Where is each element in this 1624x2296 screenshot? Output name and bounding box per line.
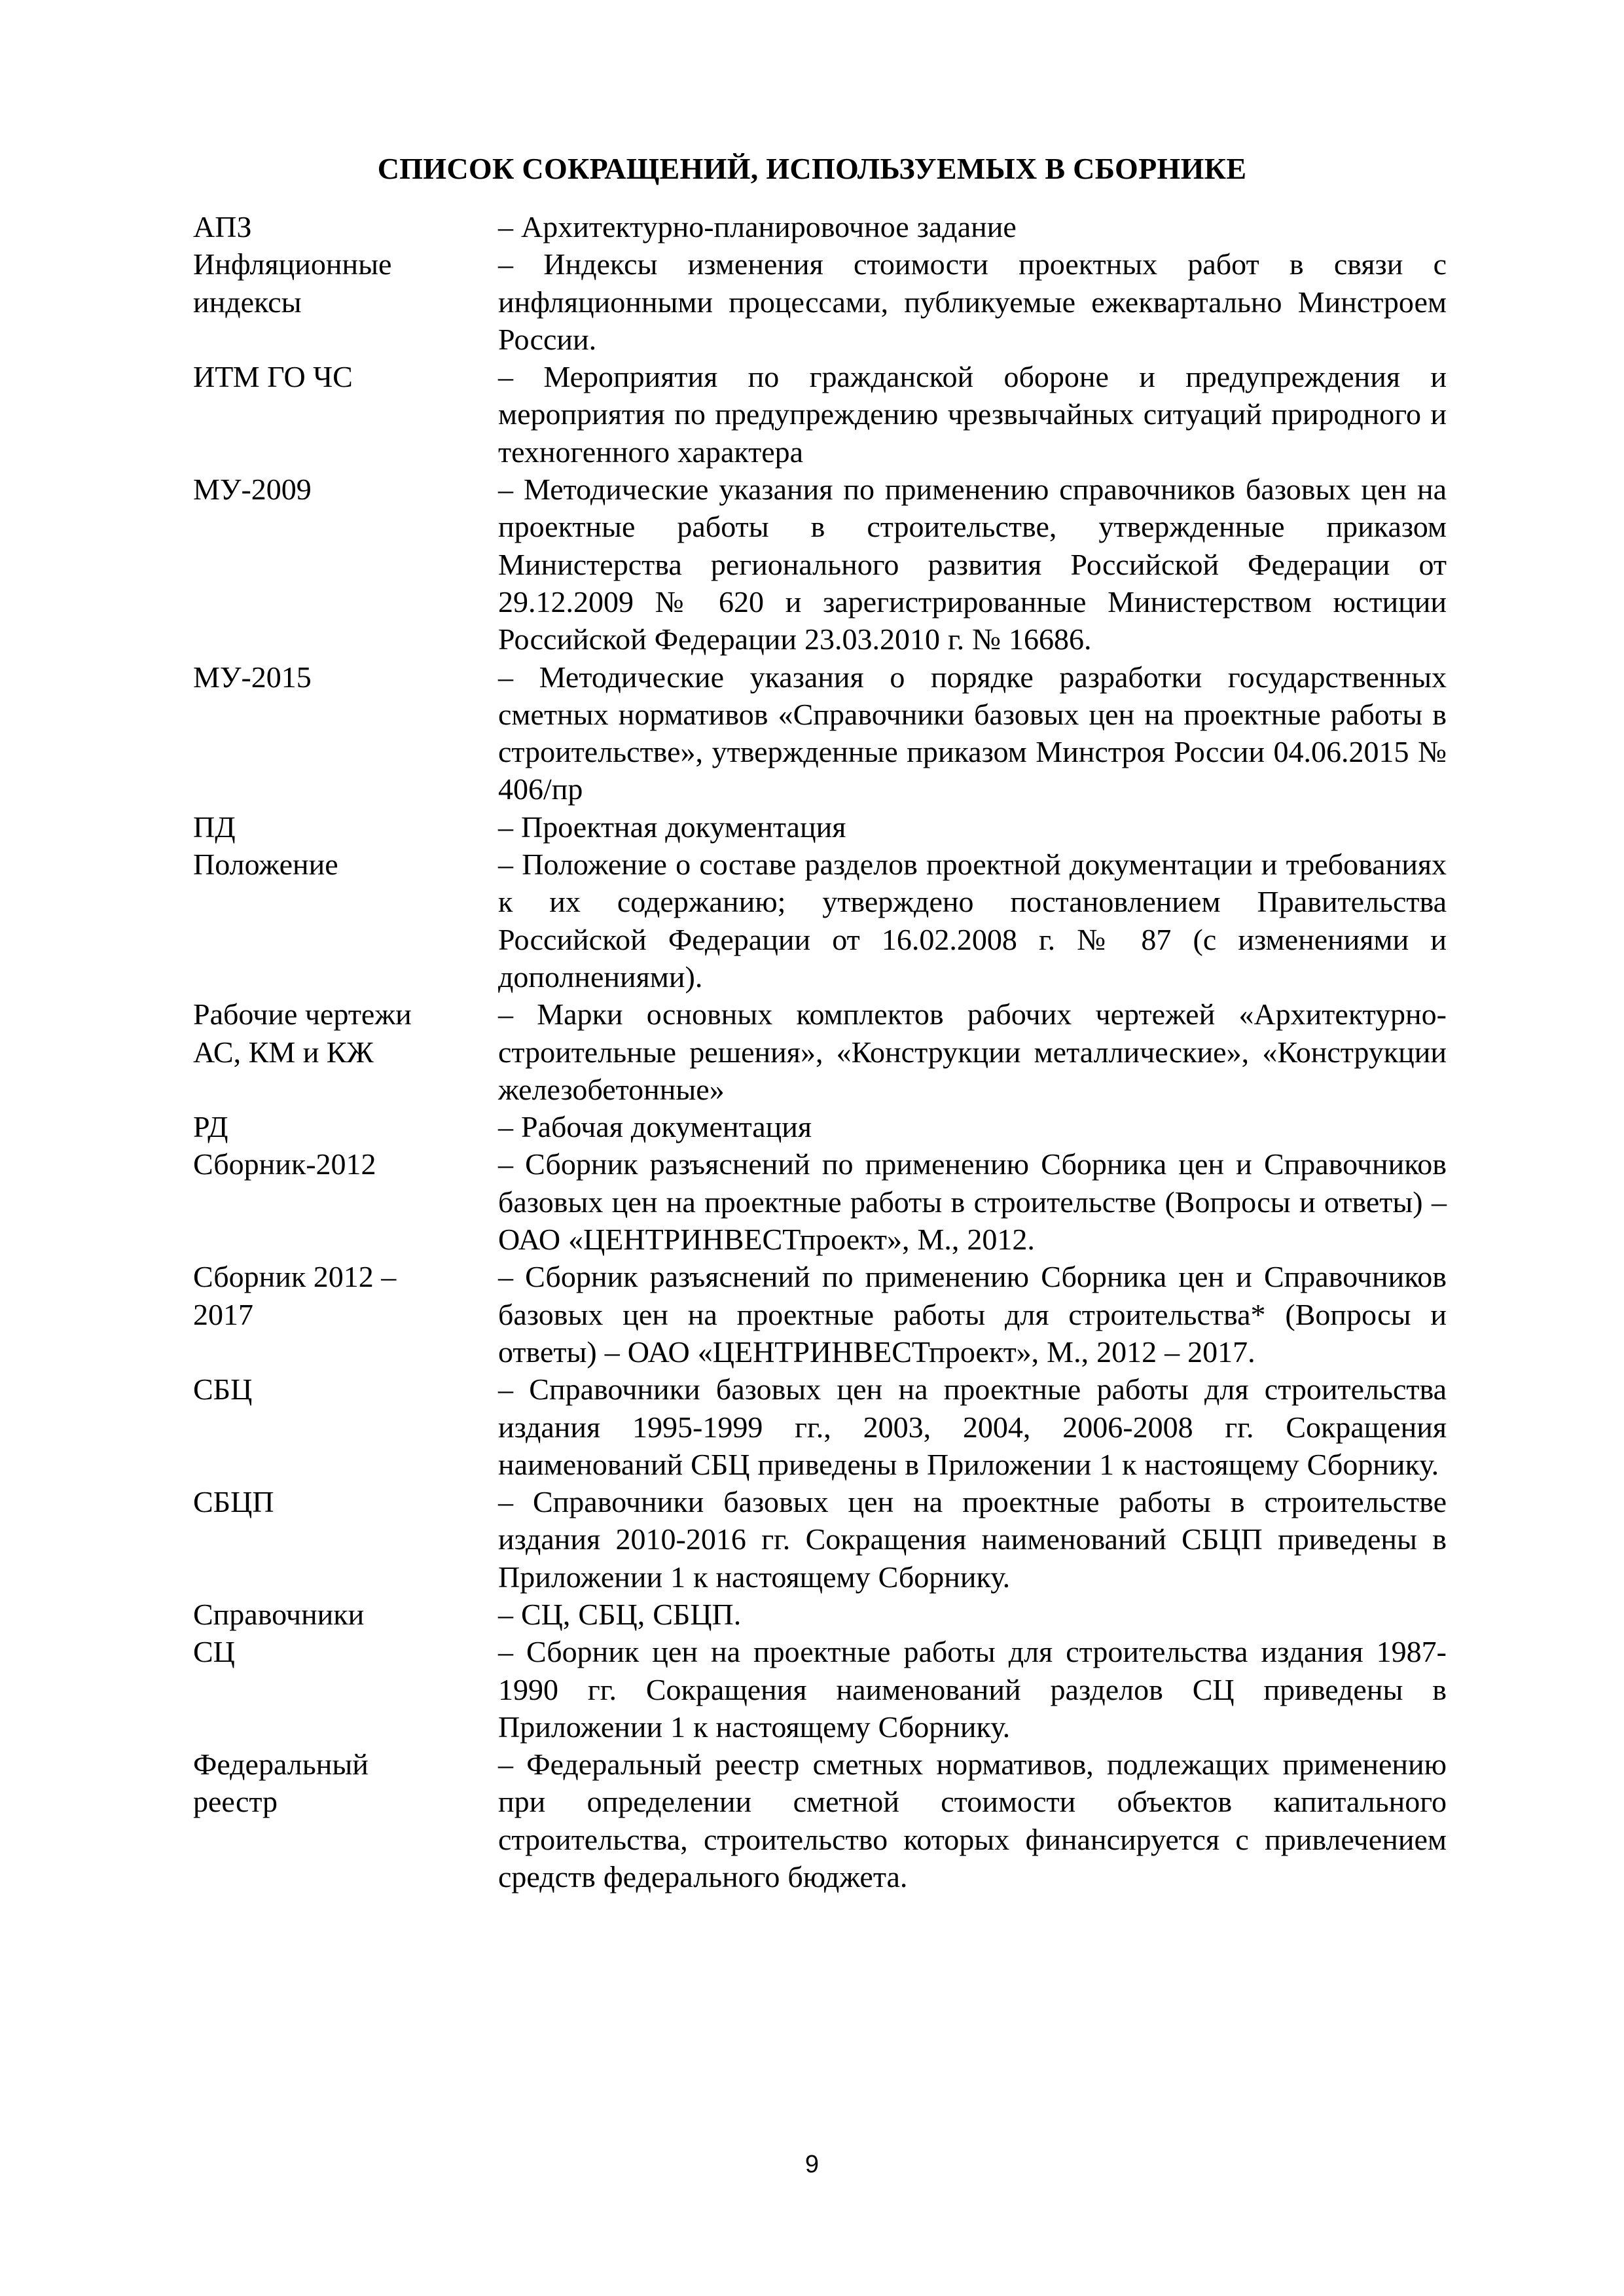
abbreviation-entry	[193, 1633, 1447, 1746]
abbreviation-entry	[193, 358, 1447, 471]
abbreviation-definition: – Федеральный реестр сметных нормативов, подлежащих применению при определении сметной стоимости объектов капитального строительства, строительство которых финансируется с привлечением средств федерального бюджета.	[498, 1748, 1447, 1894]
abbreviation-definition: – Сборник разъяснений по применению Сборника цен и Справочников базовых цен на проектные работы для строительства* (Вопросы и ответы) – ОАО «ЦЕНТРИНВЕСТпроект», М., 2012 – 2017.	[498, 1260, 1447, 1369]
abbreviation-definition: – Справочники базовых цен на проектные работы для строительства издания 1995-1999 гг., 2003, 2004, 2006-2008 гг. Сокращения наименований СБЦ приведены в Приложении 1 к настоящему Сборнику.	[498, 1372, 1447, 1481]
abbreviation-list	[193, 208, 1447, 1895]
page-number: 9	[804, 2151, 820, 2178]
abbreviation-entry	[193, 846, 1447, 996]
abbreviation-definition: – Мероприятия по гражданской обороне и предупреждения и мероприятия по предупреждению чрезвычайных ситуаций природного и техногенного характера	[498, 360, 1447, 469]
abbreviation-entry	[193, 1108, 1447, 1145]
abbreviation-entry	[193, 1746, 1447, 1895]
abbreviation-term: ПД	[193, 810, 236, 844]
abbreviation-definition: – Марки основных комплектов рабочих чертежей «Архитектурно-строительные решения», «Конструкции металлические», «Конструкции железобетонные»	[498, 997, 1447, 1106]
abbreviation-term: Справочники	[193, 1597, 365, 1631]
abbreviation-term: Инфляционные индексы	[193, 247, 392, 319]
abbreviation-definition: – Справочники базовых цен на проектные работы в строительстве издания 2010-2016 гг. Сокращения наименований СБЦП приведены в Приложении 1 к настоящему Сборнику.	[498, 1485, 1447, 1594]
abbreviation-definition: – СЦ, СБЦ, СБЦП.	[498, 1597, 742, 1631]
abbreviation-definition: – Положение о составе разделов проектной документации и требованиях к их содержанию; утверждено постановлением Правительства Российской Федерации от 16.02.2008 г. № 87 (с изменениями и дополнениями).	[498, 848, 1447, 994]
abbreviation-definition: – Индексы изменения стоимости проектных работ в связи с инфляционными процессами, публикуемые ежеквартально Минстроем России.	[498, 247, 1447, 356]
abbreviation-entry	[193, 1483, 1447, 1596]
abbreviation-term: Положение	[193, 848, 338, 882]
abbreviation-term: Рабочие чертежи АС, КМ и КЖ	[193, 997, 412, 1069]
abbreviation-entry	[193, 808, 1447, 846]
abbreviation-definition: – Методические указания о порядке разработки государственных сметных нормативов «Справочники базовых цен на проектные работы в строительстве», утвержденные приказом Минстроя России 04.06.2015 № 406/пр	[498, 660, 1447, 806]
abbreviation-entry	[193, 1371, 1447, 1483]
abbreviation-term: РД	[193, 1110, 228, 1144]
abbreviation-term: Федеральный реестр	[193, 1748, 369, 1819]
abbreviation-term: МУ-2009	[193, 473, 312, 507]
abbreviation-term: Сборник 2012 – 2017	[193, 1260, 397, 1331]
abbreviation-entry	[193, 1258, 1447, 1371]
abbreviation-term: Сборник-2012	[193, 1147, 376, 1181]
abbreviation-definition: – Сборник разъяснений по применению Сборника цен и Справочников базовых цен на проектные работы в строительстве (Вопросы и ответы) – ОАО «ЦЕНТРИНВЕСТпроект», М., 2012.	[498, 1147, 1447, 1257]
abbreviation-entry	[193, 658, 1447, 808]
abbreviation-term: МУ-2015	[193, 660, 312, 694]
abbreviation-term: АПЗ	[193, 210, 252, 243]
abbreviation-entry	[193, 245, 1447, 358]
abbreviation-definition: – Сборник цен на проектные работы для строительства издания 1987-1990 гг. Сокращения наименований разделов СЦ приведены в Приложении 1 к настоящему Сборнику.	[498, 1635, 1447, 1744]
abbreviation-term: СБЦ	[193, 1372, 253, 1407]
abbreviation-definition: – Методические указания по применению справочников базовых цен на проектные работы в строительстве, утвержденные приказом Министерства регионального развития Российской Федерации от 29.12.2009 № 620 и зарегистрированные Министерством юстиции Российской Федерации 23.03.2010 г. № 16686.	[498, 473, 1447, 656]
page-title: СПИСОК СОКРАЩЕНИЙ, ИСПОЛЬЗУЕМЫХ В СБОРНИКЕ	[377, 152, 1247, 185]
abbreviation-term: ИТМ ГО ЧС	[193, 360, 353, 394]
abbreviation-definition: – Проектная документация	[498, 810, 846, 844]
abbreviation-definition: – Рабочая документация	[498, 1110, 812, 1144]
abbreviation-entry	[193, 1145, 1447, 1258]
abbreviation-term: СЦ	[193, 1635, 235, 1669]
abbreviation-term: СБЦП	[193, 1485, 274, 1519]
abbreviation-entry	[193, 471, 1447, 658]
abbreviation-definition: – Архитектурно-планировочное задание	[498, 210, 1017, 243]
abbreviation-entry	[193, 208, 1447, 245]
abbreviation-entry	[193, 996, 1447, 1108]
abbreviation-entry	[193, 1596, 1447, 1633]
